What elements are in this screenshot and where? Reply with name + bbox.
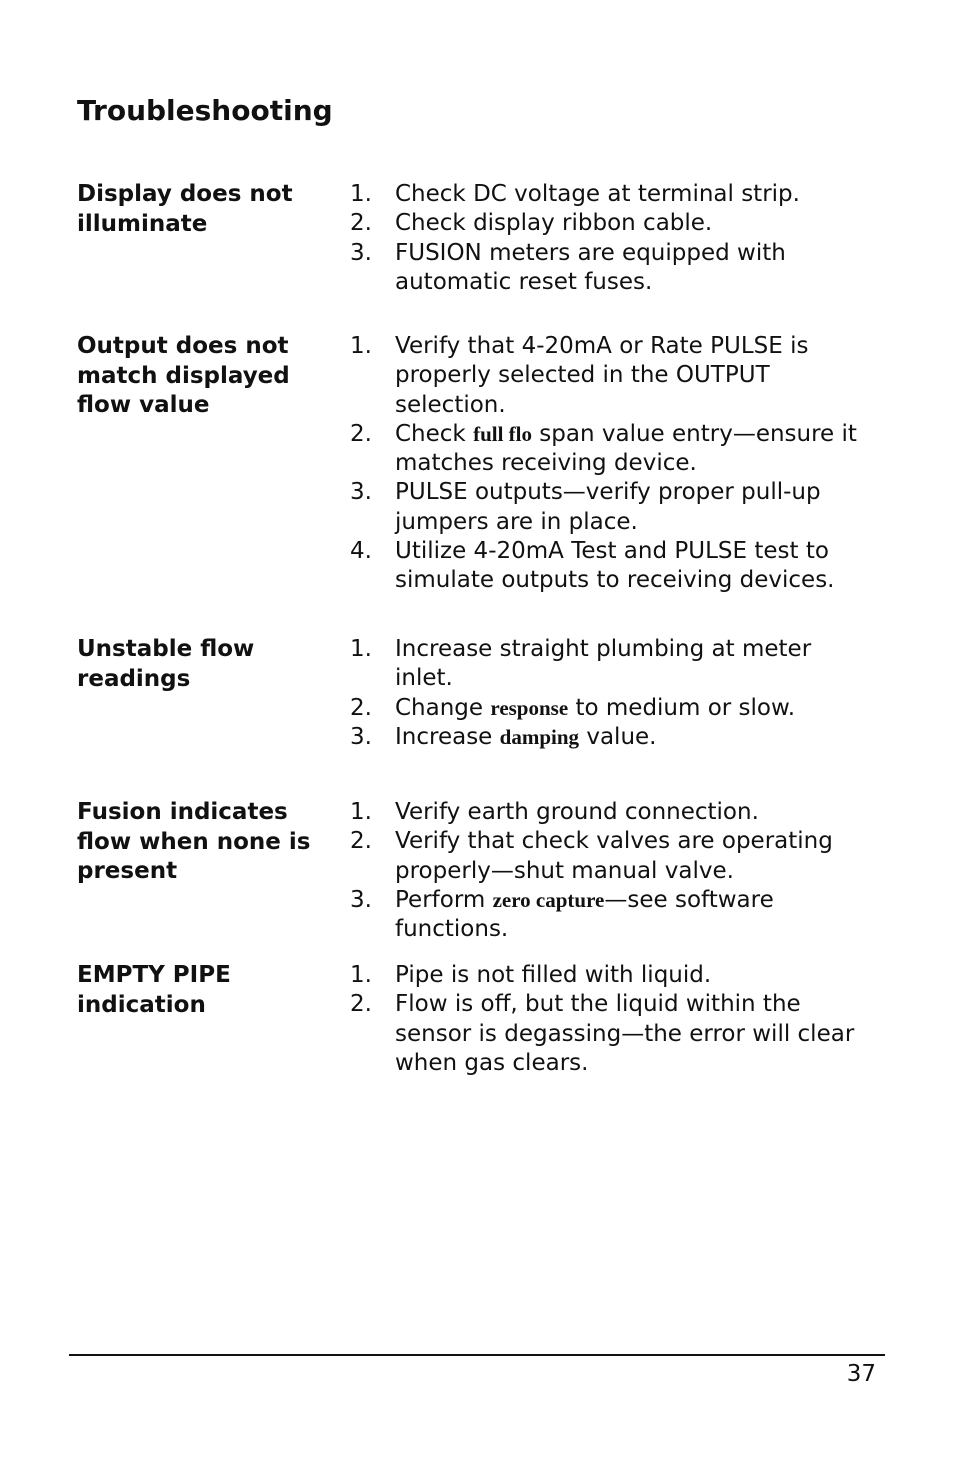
list-item	[350, 420, 870, 479]
page-title: Troubleshooting	[77, 94, 333, 127]
list-item	[350, 239, 870, 298]
list-item	[350, 694, 870, 723]
item-text: —see software functions.	[395, 886, 774, 943]
list-item	[350, 827, 870, 886]
item-number: 3.	[350, 723, 372, 750]
item-text: FUSION meters are equipped with automatic reset fuses.	[395, 239, 786, 295]
item-text: Pipe is not filled with liquid.	[395, 962, 712, 988]
item-number: 3.	[350, 239, 372, 266]
list-item	[350, 478, 870, 537]
remedy-list	[350, 332, 870, 596]
list-item	[350, 990, 870, 1078]
remedy-list	[350, 961, 870, 1078]
list-item	[350, 180, 870, 209]
item-text: Perform	[395, 886, 493, 913]
item-number: 1.	[350, 962, 372, 988]
list-item	[350, 635, 870, 694]
list-item	[350, 537, 870, 596]
problem-term-line: illuminate	[77, 210, 208, 237]
footer-divider	[69, 1354, 885, 1356]
list-item	[350, 886, 870, 945]
problem-term-line: match displayed	[77, 362, 290, 389]
problem-term-line: flow when none is	[77, 828, 311, 855]
keyword-zero-capture: zero capture	[492, 887, 605, 912]
item-text: Check DC voltage at terminal strip.	[395, 181, 800, 207]
problem-term	[77, 798, 332, 887]
remedy-list	[350, 798, 870, 944]
problem-term-line: Display does not	[77, 181, 293, 207]
item-number: 2.	[350, 694, 372, 721]
item-text: Increase	[395, 723, 500, 750]
remedy-list	[350, 635, 870, 752]
item-number: 2.	[350, 210, 372, 237]
item-text: Check	[395, 420, 474, 447]
item-text: span value entry—ensure it matches receiving device.	[395, 420, 857, 477]
item-text: PULSE outputs—verify proper pull-up jumpers are in place.	[395, 479, 821, 535]
problem-term-line: flow value	[77, 392, 210, 418]
item-text: Utilize 4-20mA Test and PULSE test to simulate outputs to receiving devices.	[395, 538, 835, 594]
list-item	[350, 723, 870, 752]
problem-term-line: Fusion indicates	[77, 799, 288, 825]
problem-term	[77, 332, 332, 421]
problem-term-line: Output does not	[77, 333, 289, 359]
problem-term-line: present	[77, 858, 178, 884]
problem-term-line: EMPTY PIPE	[77, 962, 231, 988]
item-text: to medium or slow.	[568, 694, 796, 721]
item-number: 2.	[350, 420, 372, 447]
keyword-damping: damping	[499, 724, 580, 749]
list-item	[350, 209, 870, 238]
list-item	[350, 798, 870, 827]
item-text: Verify that 4-20mA or Rate PULSE is properly selected in the OUTPUT selection.	[395, 333, 809, 418]
item-number: 1.	[350, 181, 372, 207]
item-text: Verify earth ground connection.	[395, 799, 759, 825]
problem-term	[77, 180, 332, 239]
item-number: 1.	[350, 636, 372, 662]
item-number: 3.	[350, 886, 372, 913]
item-number: 2.	[350, 828, 372, 855]
item-text: Verify that check valves are operating properly—shut manual valve.	[395, 828, 833, 884]
item-text: Increase straight plumbing at meter inlet.	[395, 636, 812, 692]
problem-term-line: indication	[77, 991, 206, 1018]
problem-term-line: readings	[77, 665, 191, 692]
list-item	[350, 961, 870, 990]
item-text: value.	[579, 723, 657, 750]
problem-term	[77, 961, 332, 1020]
item-number: 1.	[350, 799, 372, 825]
keyword-response: response	[490, 695, 569, 720]
page-number: 37	[846, 1361, 876, 1387]
remedy-list	[350, 180, 870, 297]
list-item	[350, 332, 870, 420]
item-number: 3.	[350, 479, 372, 506]
item-text: Flow is off, but the liquid within the sensor is degassing—the error will clear when gas clears.	[395, 991, 855, 1076]
problem-term	[77, 635, 332, 694]
item-number: 4.	[350, 538, 372, 565]
item-text: Check display ribbon cable.	[395, 210, 713, 237]
item-number: 1.	[350, 333, 372, 359]
item-text: Change	[395, 694, 491, 721]
keyword-full-flo: full flo	[473, 421, 532, 446]
problem-term-line: Unstable flow	[77, 636, 255, 662]
item-number: 2.	[350, 991, 372, 1018]
